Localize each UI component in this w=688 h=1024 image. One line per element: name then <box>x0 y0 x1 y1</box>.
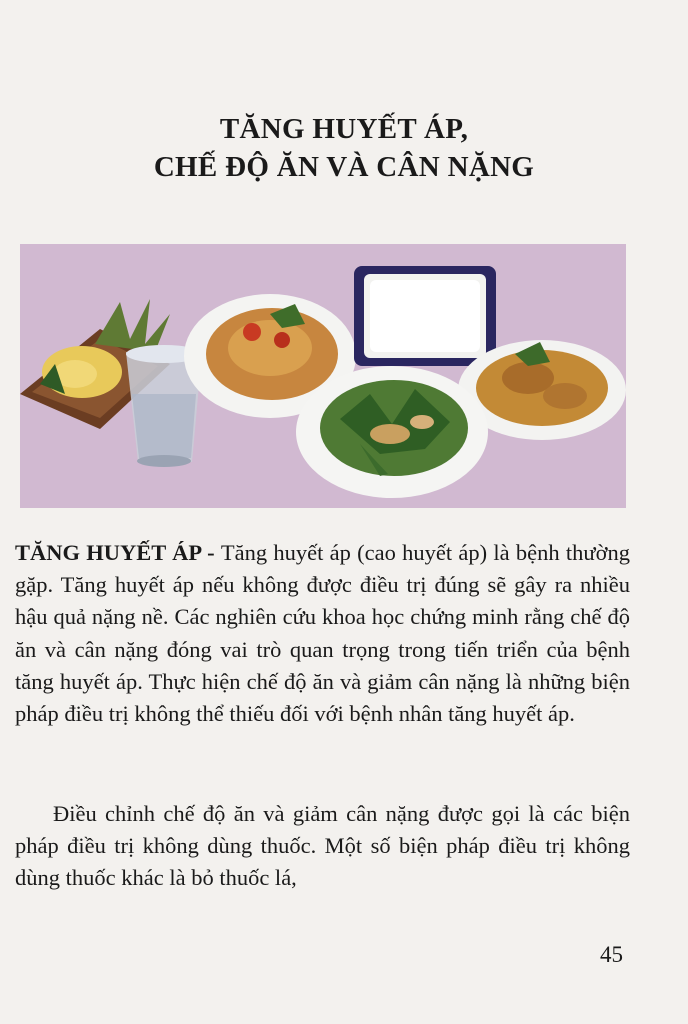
paragraph-1-text: Tăng huyết áp (cao huyết áp) là bệnh thường gặp. Tăng huyết áp nếu không được điều trị đúng sẽ gây ra nhiều hậu quả nặng nề. Các nghiên cứu khoa học chứng minh rằng chế độ ăn và cân nặng đóng vai trò quan trọng trong tiến triển của bệnh tăng huyết áp. Thực hiện chế độ ăn và giảm cân nặng là những biện pháp điều trị không thể thiếu đối với bệnh nhân tăng huyết áp. <box>15 540 630 727</box>
food-photo <box>20 244 626 508</box>
page-number: 45 <box>600 942 623 967</box>
chapter-title-line-2: CHẾ ĐỘ ĂN VÀ CÂN NẶNG <box>153 151 535 183</box>
paragraph-2: Điều chỉnh chế độ ăn và giảm cân nặng được gọi là các biện pháp điều trị không dùng thuốc. Một số biện pháp điều trị không dùng thuốc khác là bỏ thuốc lá, <box>15 801 630 891</box>
paragraph-1 <box>15 537 630 730</box>
vegetable-stirfry-icon <box>296 366 488 498</box>
rice-tray-icon <box>354 266 496 366</box>
chapter-title-line-1: TĂNG HUYẾT ÁP, <box>219 113 469 145</box>
paragraph-1-lead: TĂNG HUYẾT ÁP - <box>15 540 221 565</box>
